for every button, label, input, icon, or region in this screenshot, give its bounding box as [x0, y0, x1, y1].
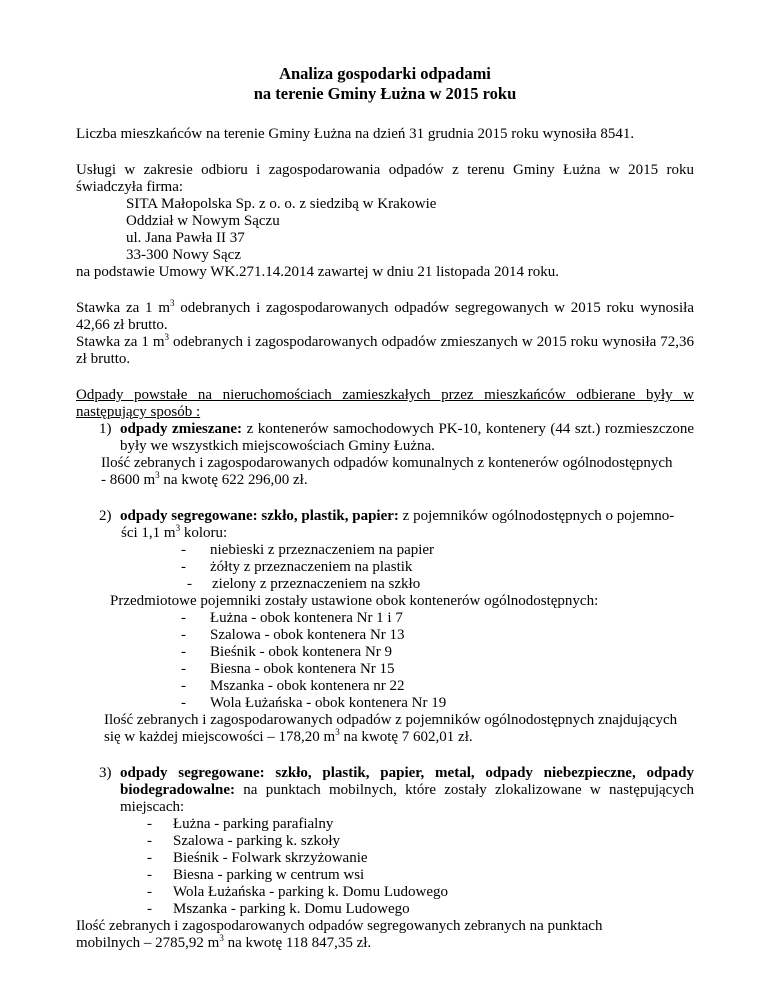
- list-item-segregated-containers: [76, 508, 694, 525]
- container-colors-list: [76, 542, 694, 593]
- item1-amount: Ilość zebranych i zagospodarowanych odpadów komunalnych z kontenerów ogólnodostępnych - 8600 $m^3$ na kwotę 622 296,00 zł.: [101, 455, 673, 488]
- list-item: - Biesna - obok kontenera Nr 15: [181, 661, 395, 677]
- services-intro: Usługi w zakresie odbioru i zagospodarowania odpadów z terenu Gminy Łużna w 2015 roku świadczyła firma:: [76, 162, 694, 195]
- list-item: - żółty z przeznaczeniem na plastik: [181, 559, 413, 575]
- list-item: - Mszanka - obok kontenera nr 22: [181, 678, 405, 694]
- list-item: - Szalowa - parking k. szkoły: [147, 833, 341, 849]
- list-item: - Wola Łużańska - obok kontenera Nr 19: [181, 695, 447, 711]
- item3-amount: Ilość zebranych i zagospodarowanych odpadów segregowanych zebranych na punktach mobilnych – 2785,92 $m^3$ na kwotę 118 847,35 zł.: [76, 918, 603, 951]
- rate-mixed: Stawka za 1 $m^3$ odebranych i zagospodarowanych odpadów zmieszanych w 2015 roku wynosiła 72,36 zł brutto.: [76, 332, 695, 367]
- contract-line: na podstawie Umowy WK.271.14.2014 zawartej w dniu 21 listopada 2014 roku.: [76, 264, 559, 280]
- list-item: - Szalowa - obok kontenera Nr 13: [181, 627, 405, 643]
- title-line-2: na terenie Gminy Łużna w 2015 roku: [253, 84, 517, 103]
- list-item: - Mszanka - parking k. Domu Ludowego: [147, 901, 410, 917]
- company-line: 33-300 Nowy Sącz: [126, 247, 241, 263]
- list-number: 1): [99, 421, 112, 437]
- list-number: 3): [99, 765, 112, 781]
- list-item-mixed-waste: [76, 421, 694, 455]
- document-page: [76, 64, 694, 952]
- collection-heading: Odpady powstałe na nieruchomościach zamieszkałych przez mieszkańców odbierane były w następujący sposób :: [76, 387, 694, 420]
- list-item: - Łużna - obok kontenera Nr 1 i 7: [181, 610, 403, 626]
- item2-amount: Ilość zebranych i zagospodarowanych odpadów z pojemników ogólnodostępnych znajdujących się w każdej miejscowości – 178,20 $m^3$ na kwotę 7 602,01 zł.: [104, 712, 678, 745]
- list-item: - zielony z przeznaczeniem na szkło: [187, 576, 421, 592]
- list-item: - Wola Łużańska - parking k. Domu Ludowego: [147, 884, 448, 900]
- rates-section: [76, 300, 694, 368]
- item-text: odpady segregowane: szkło, plastik, papier: z pojemników ogólnodostępnych o pojemno-: [120, 508, 675, 524]
- list-number: 2): [99, 508, 112, 524]
- title-line-1: Analiza gospodarki odpadami: [279, 64, 491, 83]
- container-locations-list: [76, 610, 694, 712]
- document-title: [76, 64, 694, 104]
- company-line: Oddział w Nowym Sączu: [126, 213, 280, 229]
- company-address: [76, 196, 694, 264]
- residents-paragraph: Liczba mieszkańców na terenie Gminy Łużna na dzień 31 grudnia 2015 roku wynosiła 8541.: [76, 126, 635, 142]
- item-text: odpady segregowane: szkło, plastik, papier, metal, odpady niebezpieczne, odpady biodegradowalne: na punktach mobilnych, które zostały zlokalizowane w następujących miejscach:: [120, 765, 694, 815]
- services-section: [76, 162, 694, 281]
- company-line: SITA Małopolska Sp. z o. o. z siedzibą w Krakowie: [126, 196, 437, 212]
- rate-segregated: Stawka za 1 $m^3$ odebranych i zagospodarowanych odpadów segregowanych w 2015 roku wynosiła 42,66 zł brutto.: [76, 298, 694, 333]
- item2-capacity: ści 1,1 $m^3$ koloru:: [121, 523, 228, 541]
- list-item: - Biesna - parking w centrum wsi: [147, 867, 365, 883]
- item-text: odpady zmieszane: z kontenerów samochodowych PK-10, kontenery (44 szt.) rozmieszczone były we wszystkich miejscowościach Gminy Łużna.: [120, 421, 694, 454]
- list-item: - Łużna - parking parafialny: [147, 816, 334, 832]
- mobile-points-list: [76, 816, 694, 918]
- placement-text: Przedmiotowe pojemniki zostały ustawione obok kontenerów ogólnodostępnych:: [110, 593, 599, 609]
- company-line: ul. Jana Pawła II 37: [126, 230, 245, 246]
- list-item: - Bieśnik - obok kontenera Nr 9: [181, 644, 393, 660]
- list-item-mobile-points: [76, 765, 694, 816]
- list-item: - niebieski z przeznaczeniem na papier: [181, 542, 435, 558]
- list-item: - Bieśnik - Folwark skrzyżowanie: [147, 850, 368, 866]
